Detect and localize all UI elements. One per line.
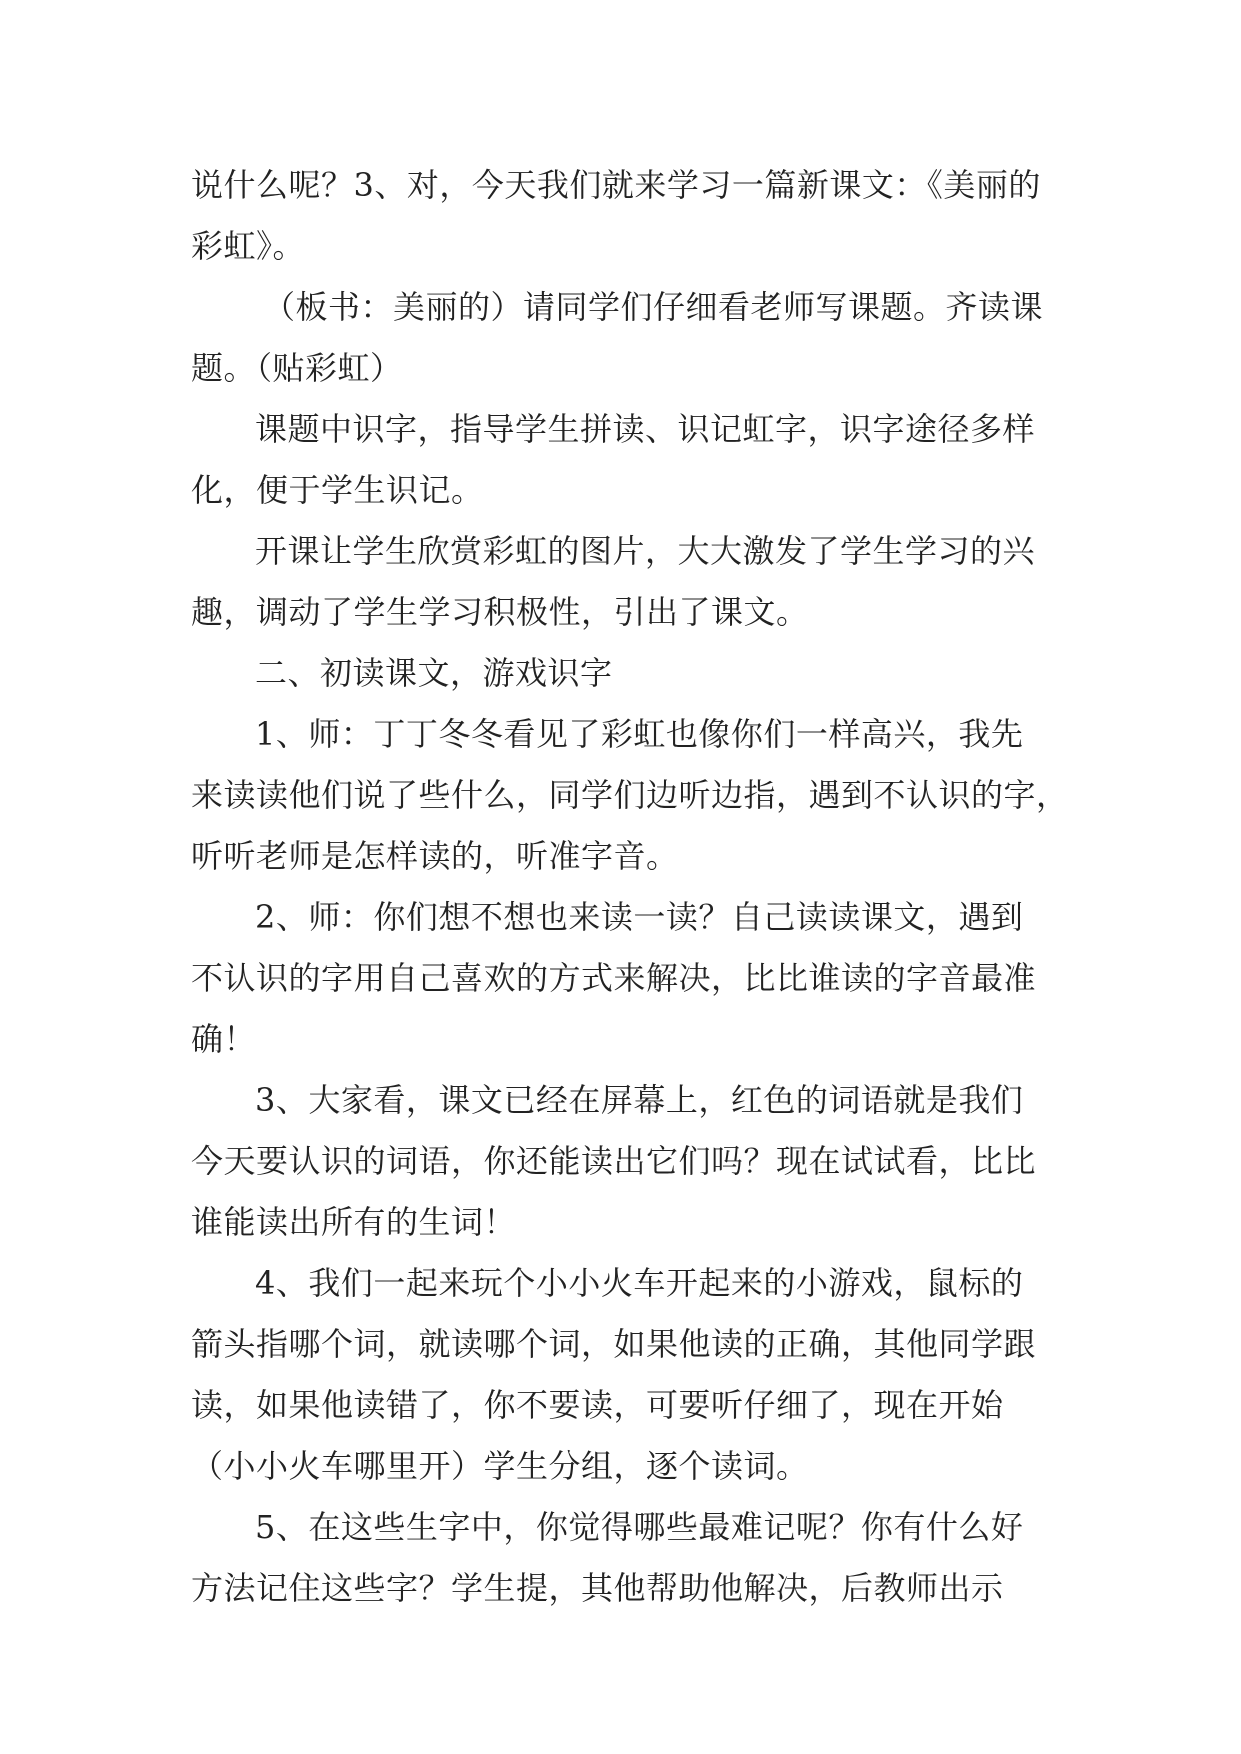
paragraph	[191, 521, 1051, 643]
text-line: 方法记住这些字？学生提，其他帮助他解决，后教师出示	[191, 1569, 1004, 1607]
paragraph	[191, 155, 1051, 277]
text-line: 化，便于学生识记。	[191, 471, 484, 509]
text-line: 开课让学生欣赏彩虹的图片，大大激发了学生学习的兴	[255, 532, 1036, 570]
text-line: 二、初读课文，游戏识字	[255, 654, 613, 692]
section-heading	[191, 643, 1051, 704]
paragraph	[191, 277, 1051, 399]
paragraph	[191, 1497, 1051, 1619]
paragraph	[191, 704, 1069, 887]
text-line: 2、师：你们想不想也来读一读？自己读读课文，遇到	[255, 898, 1024, 936]
text-line: 听听老师是怎样读的，听准字音。	[191, 837, 679, 875]
text-line: （板书：美丽的）请同学们仔细看老师写课题。齐读课	[263, 288, 1044, 326]
text-line: 不认识的字用自己喜欢的方式来解决，比比谁读的字音最准	[191, 959, 1037, 997]
text-line: 3、大家看，课文已经在屏幕上，红色的词语就是我们	[255, 1081, 1024, 1119]
paragraph	[191, 1253, 1051, 1497]
text-line: 1、师：丁丁冬冬看见了彩虹也像你们一样高兴，我先	[255, 715, 1024, 753]
text-line: 来读读他们说了些什么，同学们边听边指，遇到不认识的字，	[191, 776, 1069, 814]
text-line: 说什么呢？3、对，今天我们就来学习一篇新课文：《美丽的	[191, 166, 1041, 204]
paragraph	[191, 1070, 1051, 1253]
paragraph	[191, 887, 1051, 1070]
text-line: 彩虹》。	[191, 227, 306, 265]
text-line: 谁能读出所有的生词！	[191, 1203, 517, 1241]
text-line: （小小火车哪里开）学生分组，逐个读词。	[191, 1447, 809, 1485]
text-line: 读，如果他读错了，你不要读，可要听仔细了，现在开始	[191, 1386, 1004, 1424]
text-line: 今天要认识的词语，你还能读出它们吗？现在试试看，比比	[191, 1142, 1037, 1180]
text-line: 课题中识字，指导学生拼读、识记虹字，识字途径多样	[255, 410, 1036, 448]
text-line: 确！	[191, 1020, 257, 1058]
text-line: 4、我们一起来玩个小小火车开起来的小游戏，鼠标的	[255, 1264, 1024, 1302]
text-line: 箭头指哪个词，就读哪个词，如果他读的正确，其他同学跟	[191, 1325, 1037, 1363]
text-line: 趣，调动了学生学习积极性，引出了课文。	[191, 593, 809, 631]
text-line: 题。（贴彩虹）	[191, 349, 403, 387]
text-line: 5、在这些生字中，你觉得哪些最难记呢？你有什么好	[255, 1508, 1024, 1546]
paragraph	[191, 399, 1051, 521]
document-body	[191, 155, 1069, 1619]
